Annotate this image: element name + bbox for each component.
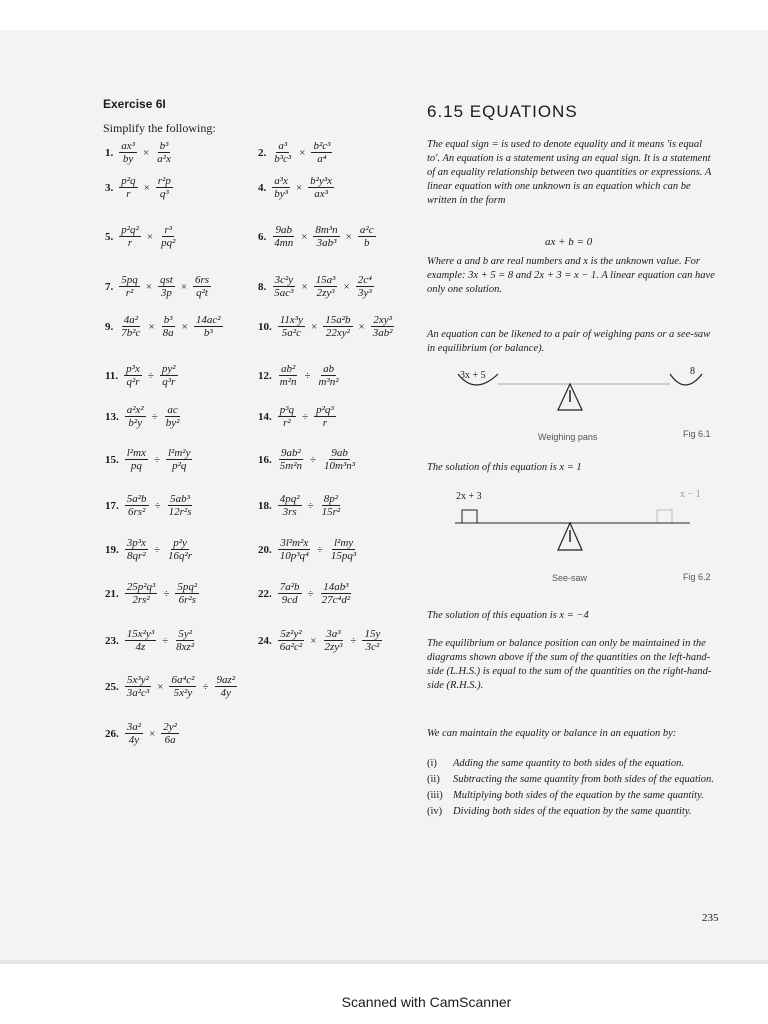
method-text: Dividing both sides of the equation by the same quantity.: [453, 806, 692, 817]
denominator: 4z: [135, 641, 146, 654]
denominator: 2rs²: [132, 594, 150, 607]
numerator: 9ab²: [280, 447, 301, 459]
fraction: [155, 140, 173, 165]
numerator: 4a²: [123, 314, 138, 326]
numerator: p²q: [121, 175, 136, 187]
numerator: b³: [163, 314, 173, 326]
operator: ÷: [304, 369, 311, 382]
fraction: [272, 175, 290, 200]
denominator: 15r²: [321, 506, 341, 519]
problem-number: 12.: [258, 369, 272, 382]
see-saw-figure: [440, 500, 740, 560]
problem-number: 14.: [258, 410, 272, 423]
problem-number: 23.: [105, 634, 119, 647]
operator: ×: [301, 230, 308, 243]
operator: ÷: [310, 453, 317, 466]
numerator: r³: [164, 224, 173, 236]
denominator: 3rs: [282, 506, 297, 519]
operator: ÷: [163, 587, 170, 600]
problem-4: [258, 175, 334, 200]
fraction: [125, 721, 143, 746]
problem-number: 25.: [105, 680, 119, 693]
denominator: 8qr²: [127, 550, 146, 563]
denominator: r: [127, 237, 133, 250]
numerator: 7a²b: [279, 581, 300, 593]
fraction: [167, 493, 194, 518]
problem-number: 2.: [258, 146, 267, 159]
page-edge: [0, 960, 768, 964]
fraction: [194, 314, 223, 339]
numerator: 5pq²: [177, 581, 198, 593]
numerator: p²y: [173, 537, 187, 549]
numerator: 14ac²: [195, 314, 221, 326]
numerator: r²p: [157, 175, 171, 187]
fraction: [125, 447, 148, 472]
denominator: 15pq³: [330, 550, 357, 563]
denominator: p²q: [172, 460, 187, 473]
problem-22: [258, 581, 352, 606]
method-item: [427, 757, 727, 771]
problem-number: 1.: [105, 146, 114, 159]
intro-paragraph: The equal sign = is used to denote equality and it means 'is equal to'. An equation is a statement using an equal sign. It is a statement of an equality relationship between two quantities or expressions. A linear equation with one unknown is an equation which can be written in the form: [427, 139, 712, 206]
page-number: 235: [702, 912, 719, 924]
problem-25: [105, 674, 237, 699]
problem-number: 17.: [105, 499, 119, 512]
problem-number: 5.: [105, 230, 114, 243]
numerator: 6rs: [195, 274, 210, 286]
denominator: 3ab³: [316, 237, 337, 250]
denominator: 10m³n³: [324, 460, 356, 473]
numerator: 4pq²: [279, 493, 300, 505]
fraction: [164, 404, 182, 429]
numerator: a²x²: [126, 404, 144, 416]
operator: ×: [343, 280, 350, 293]
fraction: [125, 628, 156, 653]
denominator: 3p: [160, 287, 172, 300]
numerator: 11x³y: [279, 314, 303, 326]
numerator: ab²: [280, 363, 296, 375]
operator: ÷: [316, 543, 323, 556]
numerator: 14ab³: [323, 581, 349, 593]
method-item: [427, 805, 727, 819]
numerator: l²my: [333, 537, 354, 549]
operator: ÷: [202, 680, 209, 693]
numerator: l²mx: [126, 447, 146, 459]
fraction: [320, 493, 343, 518]
problem-number: 16.: [258, 453, 272, 466]
fraction: [119, 140, 137, 165]
scanner-watermark: Scanned with CamScanner: [341, 994, 512, 1010]
method-item: [427, 789, 727, 803]
problem-number: 9.: [105, 320, 114, 333]
numerator: a²c: [359, 224, 374, 236]
numerator: 3a²: [126, 721, 142, 733]
operator: ÷: [153, 453, 160, 466]
operator: ×: [148, 320, 155, 333]
denominator: 22xy²: [325, 327, 350, 340]
problem-12: [258, 363, 341, 388]
fraction: [278, 628, 304, 653]
problem-3: [105, 175, 173, 200]
problem-number: 18.: [258, 499, 272, 512]
problem-26: [105, 721, 179, 746]
numerator: 5ab³: [170, 493, 190, 505]
fig1-caption: Weighing pans: [538, 432, 598, 442]
problem-10: [258, 314, 395, 339]
denominator: 4y: [220, 687, 231, 700]
fraction: [278, 404, 296, 429]
fraction: [356, 274, 374, 299]
problem-21: [105, 581, 199, 606]
method-text: Subtracting the same quantity from both sides of the equation.: [453, 774, 714, 785]
fraction: [119, 274, 140, 299]
denominator: pq: [130, 460, 142, 473]
denominator: by²: [165, 417, 180, 430]
operator: ×: [142, 146, 150, 159]
fraction: [329, 537, 358, 562]
problem-6: [258, 224, 376, 249]
method-text: Multiplying both sides of the equation by the same quantity.: [453, 790, 704, 801]
numerator: 9ab: [331, 447, 348, 459]
fraction: [272, 274, 295, 299]
problem-number: 19.: [105, 543, 119, 556]
numerator: 6a⁴c²: [171, 674, 195, 686]
denominator: a²x: [157, 153, 171, 166]
exercise-instruction: Simplify the following:: [103, 121, 216, 135]
fraction: [278, 314, 305, 339]
fig2-left-label: 2x + 3: [456, 491, 482, 502]
problem-18: [258, 493, 342, 518]
problem-15: [105, 447, 192, 472]
numerator: p²q³: [316, 404, 334, 416]
fraction: [159, 224, 177, 249]
operator: ×: [157, 680, 164, 693]
problem-number: 6.: [258, 230, 267, 243]
numerator: qst: [159, 274, 173, 286]
numerator: ac: [167, 404, 178, 416]
operator: ×: [295, 181, 303, 194]
operator: ×: [299, 146, 306, 159]
fraction: [323, 314, 352, 339]
denominator: by: [122, 153, 134, 166]
problem-number: 3.: [105, 181, 114, 194]
fraction: [174, 628, 196, 653]
problem-24: [258, 628, 382, 653]
numerator: 8p²: [323, 493, 339, 505]
fraction: [193, 274, 211, 299]
denominator: b³: [203, 327, 213, 340]
numerator: p³q: [279, 404, 295, 416]
analogy-paragraph: An equation can be likened to a pair of weighing pans or a see-saw in equilibrium (or balance).: [427, 329, 711, 354]
operator: ÷: [151, 410, 158, 423]
maintain-paragraph: We can maintain the equality or balance in an equation by:: [427, 728, 677, 739]
problem-7: [105, 274, 211, 299]
fraction: [313, 224, 339, 249]
denominator: m³n²: [318, 376, 339, 389]
fraction: [175, 581, 199, 606]
operator: ÷: [162, 634, 169, 647]
balance-paragraph: The equilibrium or balance position can only be maintained in the diagrams shown above if the sum of the quantities on the left-hand-side (L.H.S.) is equal to the sum of the quantities on the right-hand-side (R.H.S.).: [427, 638, 712, 691]
operator: ×: [301, 280, 308, 293]
numerator: 15y: [364, 628, 381, 640]
operator: ÷: [307, 499, 314, 512]
denominator: 16q²r: [167, 550, 193, 563]
operator: ×: [145, 280, 152, 293]
denominator: q³: [159, 188, 169, 201]
fraction: [161, 314, 176, 339]
denominator: r²: [125, 287, 134, 300]
fraction: [125, 493, 149, 518]
numerator: ab: [323, 363, 335, 375]
fraction: [278, 581, 302, 606]
fraction: [322, 628, 344, 653]
fig2-caption: See-saw: [552, 573, 588, 583]
operator: ÷: [154, 499, 161, 512]
operator: ×: [311, 320, 318, 333]
numerator: 5pq: [121, 274, 138, 286]
numerator: 3l²m²x: [280, 537, 309, 549]
problem-14: [258, 404, 336, 429]
denominator: b: [363, 237, 370, 250]
denominator: 3a²c³: [126, 687, 150, 700]
problem-20: [258, 537, 358, 562]
fraction: [119, 314, 142, 339]
denominator: 6r²s: [178, 594, 196, 607]
fraction: [308, 175, 334, 200]
denominator: 9cd: [281, 594, 298, 607]
problem-number: 8.: [258, 280, 267, 293]
problem-1: [105, 140, 173, 165]
denominator: 6a²c²: [279, 641, 303, 654]
fraction: [322, 447, 357, 472]
fig2-number: Fig 6.2: [683, 572, 711, 582]
fraction: [317, 363, 341, 388]
fraction: [320, 581, 353, 606]
operator: ÷: [350, 634, 357, 647]
numerator: 5a²b: [126, 493, 147, 505]
numerator: 8m³n: [315, 224, 338, 236]
problem-19: [105, 537, 194, 562]
numerator: 9ab: [275, 224, 292, 236]
numerator: py²: [161, 363, 176, 375]
fraction: [124, 363, 142, 388]
problem-11: [105, 363, 178, 388]
method-numeral: (i): [427, 758, 437, 769]
numerator: a³: [278, 140, 288, 152]
problem-16: [258, 447, 357, 472]
denominator: 8xz²: [176, 641, 195, 654]
numerator: 15x²y³: [126, 628, 155, 640]
operator: ×: [180, 280, 188, 293]
operator: ×: [345, 230, 352, 243]
denominator: m²n: [279, 376, 297, 389]
fraction: [362, 628, 382, 653]
fraction: [119, 175, 137, 200]
problem-number: 15.: [105, 453, 119, 466]
definition-paragraph: Where a and b are real numbers and x is the unknown value. For example: 3x + 5 = 8 and 2x + 3 = x − 1. A linear equation can have only one solution.: [427, 256, 715, 295]
denominator: by³: [274, 188, 288, 201]
numerator: 3p³x: [126, 537, 146, 549]
fraction: [314, 404, 336, 429]
numerator: 2y²: [163, 721, 177, 733]
denominator: r: [322, 417, 328, 430]
problem-number: 24.: [258, 634, 272, 647]
problem-number: 22.: [258, 587, 272, 600]
fig1-number: Fig 6.1: [683, 429, 711, 439]
fraction: [166, 537, 194, 562]
problem-13: [105, 404, 181, 429]
numerator: 15a³: [315, 274, 336, 286]
denominator: 7b²c: [121, 327, 141, 340]
numerator: 3c²y: [274, 274, 294, 286]
denominator: r²: [283, 417, 291, 430]
denominator: 5ac³: [274, 287, 294, 300]
fraction: [119, 224, 141, 249]
fraction: [125, 404, 146, 429]
denominator: 3c²: [365, 641, 380, 654]
fraction: [125, 537, 148, 562]
operator: ×: [181, 320, 188, 333]
fraction: [272, 224, 295, 249]
numerator: b²y³x: [310, 175, 333, 187]
denominator: 6a: [164, 734, 176, 747]
solution-1: The solution of this equation is x = 1: [427, 462, 582, 473]
fig1-right-label: 8: [690, 366, 695, 377]
fraction: [278, 493, 302, 518]
operator: ×: [146, 230, 154, 243]
denominator: 4y: [128, 734, 140, 747]
operator: ÷: [302, 410, 309, 423]
numerator: 5x³y²: [127, 674, 149, 686]
numerator: 2xy³: [373, 314, 392, 326]
numerator: p³x: [126, 363, 140, 375]
denominator: 6rs²: [127, 506, 146, 519]
linear-equation-form: ax + b = 0: [545, 236, 593, 248]
numerator: b²c³: [313, 140, 331, 152]
method-numeral: (iii): [427, 790, 443, 801]
fraction: [161, 721, 179, 746]
method-numeral: (iv): [427, 806, 443, 817]
denominator: r: [126, 188, 131, 201]
problem-number: 10.: [258, 320, 272, 333]
problem-number: 21.: [105, 587, 119, 600]
numerator: 2c⁴: [357, 274, 372, 286]
problem-17: [105, 493, 193, 518]
problem-2: [258, 140, 332, 165]
denominator: 27c⁴d²: [321, 594, 351, 607]
numerator: a³x: [274, 175, 288, 187]
fraction: [160, 363, 178, 388]
operator: ÷: [153, 543, 160, 556]
fraction: [311, 140, 332, 165]
denominator: 5m²n: [279, 460, 302, 473]
denominator: 12r²s: [168, 506, 192, 519]
problem-number: 11.: [105, 369, 119, 382]
denominator: 2zy³: [316, 287, 335, 300]
numerator: 5y²: [178, 628, 192, 640]
operator: ×: [358, 320, 365, 333]
problem-23: [105, 628, 196, 653]
problem-number: 20.: [258, 543, 272, 556]
denominator: 5a²c: [281, 327, 301, 340]
fraction: [278, 537, 311, 562]
denominator: 5x²y: [173, 687, 193, 700]
problem-5: [105, 224, 177, 249]
solution-2: The solution of this equation is x = −4: [427, 610, 589, 621]
operator: ×: [143, 181, 150, 194]
denominator: q³r: [162, 376, 176, 389]
problem-9: [105, 314, 223, 339]
denominator: 2zy³: [324, 641, 343, 654]
fraction: [272, 140, 293, 165]
section-title: 6.15 EQUATIONS: [427, 102, 578, 121]
problem-number: 7.: [105, 280, 114, 293]
denominator: b³c³: [274, 153, 292, 166]
exercise-title: Exercise 6I: [103, 97, 166, 111]
fraction: [278, 447, 304, 472]
method-text: Adding the same quantity to both sides of the equation.: [453, 758, 684, 769]
numerator: 5z²y²: [280, 628, 302, 640]
denominator: 10p³q⁴: [279, 550, 309, 563]
numerator: 15a²b: [325, 314, 351, 326]
denominator: q²r: [126, 376, 140, 389]
problem-8: [258, 274, 374, 299]
denominator: pq²: [161, 237, 176, 250]
numerator: 25p²q³: [126, 581, 156, 593]
operator: ÷: [147, 369, 154, 382]
denominator: a⁴: [317, 153, 327, 166]
fraction: [169, 674, 196, 699]
method-numeral: (ii): [427, 774, 440, 785]
fraction: [358, 224, 376, 249]
denominator: 8a: [162, 327, 174, 340]
numerator: p²q²: [121, 224, 139, 236]
operator: ×: [149, 727, 156, 740]
denominator: q²t: [196, 287, 208, 300]
denominator: 4mn: [274, 237, 294, 250]
numerator: 9az²: [216, 674, 236, 686]
fig1-left-label: 3x + 5: [460, 370, 486, 381]
method-item: [427, 773, 727, 787]
numerator: b³: [159, 140, 169, 152]
fraction: [125, 674, 151, 699]
fraction: [158, 274, 175, 299]
fraction: [166, 447, 192, 472]
fraction: [371, 314, 395, 339]
denominator: 3y³: [357, 287, 372, 300]
fraction: [125, 581, 158, 606]
fraction: [215, 674, 238, 699]
fraction: [314, 274, 338, 299]
problem-number: 26.: [105, 727, 119, 740]
denominator: 3ab²: [372, 327, 393, 340]
fraction: [278, 363, 299, 388]
operator: ÷: [307, 587, 314, 600]
denominator: b²y: [128, 417, 143, 430]
methods-list: [427, 757, 727, 821]
problem-number: 4.: [258, 181, 267, 194]
numerator: 3a³: [326, 628, 341, 640]
operator: ×: [310, 634, 317, 647]
numerator: ax³: [121, 140, 135, 152]
denominator: ax³: [314, 188, 328, 201]
numerator: l²m²y: [167, 447, 191, 459]
problem-number: 13.: [105, 410, 119, 423]
fig2-right-label: x − 1: [680, 489, 701, 500]
fraction: [156, 175, 173, 200]
